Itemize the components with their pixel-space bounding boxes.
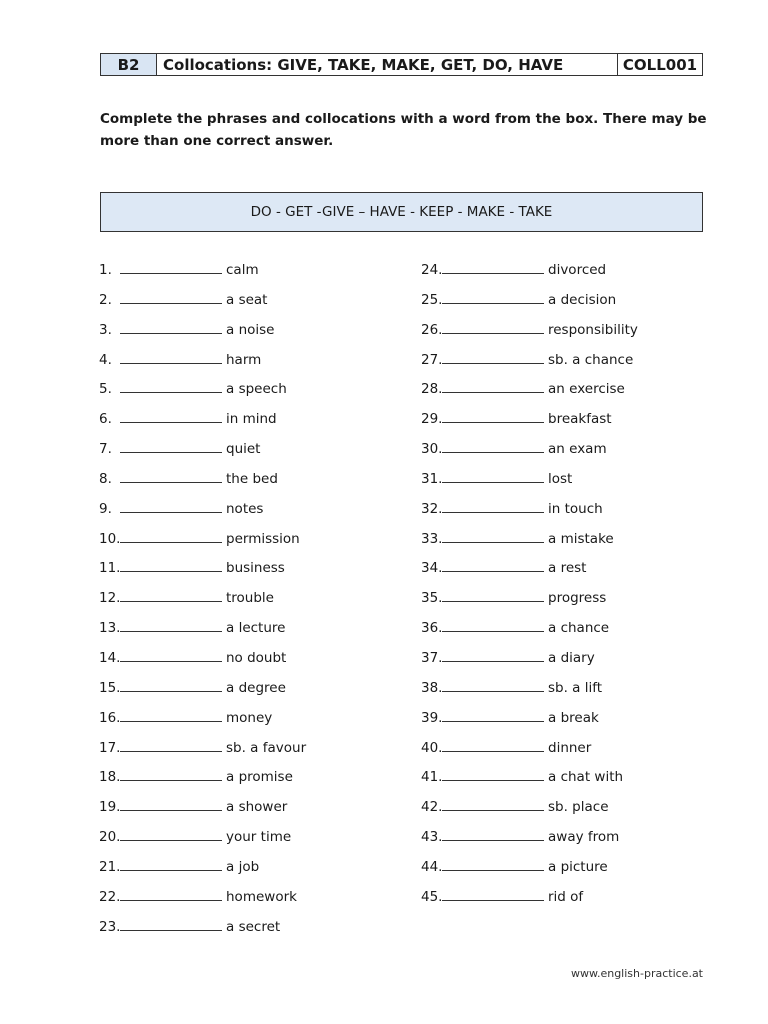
item-phrase: a degree [226,679,286,696]
exercise-item [421,352,638,382]
answer-blank[interactable] [120,769,222,781]
item-phrase: in touch [548,500,603,517]
answer-blank[interactable] [442,829,544,841]
answer-blank[interactable] [120,322,222,334]
exercise-item [421,680,638,710]
item-number: 36. [421,620,443,637]
exercise-item [99,740,306,770]
item-phrase: notes [226,500,264,517]
item-phrase: a job [226,858,260,875]
answer-blank[interactable] [442,680,544,692]
item-number: 29. [421,411,443,428]
item-number: 33. [421,530,443,547]
exercise-item [99,411,306,441]
answer-blank[interactable] [120,471,222,483]
answer-blank[interactable] [120,680,222,692]
answer-blank[interactable] [442,471,544,483]
answer-blank[interactable] [120,740,222,752]
item-number: 42. [421,799,443,816]
item-phrase: a mistake [548,530,614,547]
exercise-item [99,799,306,829]
item-number: 21. [99,858,121,875]
exercise-item [99,680,306,710]
item-phrase: the bed [226,470,278,487]
item-phrase: rid of [548,888,584,905]
item-phrase: in mind [226,411,277,428]
exercise-item [421,889,638,919]
item-phrase: quiet [226,441,261,458]
item-phrase: a promise [226,769,293,786]
item-number: 15. [99,679,121,696]
item-number: 19. [99,799,121,816]
answer-blank[interactable] [120,620,222,632]
exercise-item [99,620,306,650]
item-number: 37. [421,649,443,666]
item-number: 31. [421,470,443,487]
exercise-item [99,769,306,799]
exercise-item [421,710,638,740]
item-phrase: sb. a favour [226,739,307,756]
answer-blank[interactable] [442,620,544,632]
exercise-item [99,381,306,411]
item-number: 8. [99,470,112,487]
exercise-item [99,471,306,501]
answer-blank[interactable] [442,322,544,334]
item-number: 6. [99,411,112,428]
item-phrase: calm [226,262,259,278]
answer-blank[interactable] [120,560,222,572]
exercise-item [99,322,306,352]
item-number: 44. [421,858,443,875]
item-phrase: responsibility [548,321,638,338]
item-number: 41. [421,769,443,786]
answer-blank[interactable] [442,441,544,453]
exercise-item [421,441,638,471]
exercise-item [421,560,638,590]
item-phrase: sb. a chance [548,351,634,368]
item-number: 45. [421,888,443,905]
exercise-item [421,501,638,531]
worksheet-title: Collocations: GIVE, TAKE, MAKE, GET, DO, HAVE [157,54,618,75]
footer-url: www.english-practice.at [570,967,703,980]
exercise-item [421,740,638,770]
item-phrase: permission [226,530,300,547]
item-number: 16. [99,709,121,726]
item-phrase: business [226,560,285,577]
item-number: 25. [421,291,443,308]
answer-blank[interactable] [120,441,222,453]
exercise-item [421,322,638,352]
answer-blank[interactable] [120,859,222,871]
exercise-item [99,262,306,292]
answer-blank[interactable] [120,919,222,931]
exercise-item [421,620,638,650]
item-number: 7. [99,441,112,458]
item-phrase: homework [226,888,297,905]
answer-blank[interactable] [120,829,222,841]
answer-blank[interactable] [442,590,544,602]
exercise-item [99,650,306,680]
item-phrase: a chat with [548,769,624,786]
item-phrase: a noise [226,321,275,338]
answer-blank[interactable] [442,740,544,752]
exercise-item [99,919,306,949]
item-number: 30. [421,441,443,458]
item-phrase: away from [548,829,620,846]
answer-blank[interactable] [442,769,544,781]
item-phrase: your time [226,829,292,846]
item-phrase: an exam [548,441,607,458]
item-phrase: an exercise [548,381,625,398]
item-number: 11. [99,560,121,577]
item-phrase: a diary [548,649,595,666]
item-phrase: a seat [226,291,268,308]
answer-blank[interactable] [120,352,222,364]
answer-blank[interactable] [120,799,222,811]
answer-blank[interactable] [442,262,544,274]
level-cell: B2 [101,54,157,75]
exercise-item [421,769,638,799]
item-number: 20. [99,829,121,846]
item-number: 43. [421,829,443,846]
word-box: DO - GET -GIVE – HAVE - KEEP - MAKE - TAKE [100,192,703,232]
item-phrase: a shower [226,799,288,816]
answer-blank[interactable] [120,710,222,722]
answer-blank[interactable] [442,889,544,901]
item-number: 5. [99,381,112,398]
exercise-item [99,292,306,322]
right-column [421,262,638,919]
worksheet-code: COLL001 [622,55,698,74]
item-phrase: sb. a lift [548,679,603,696]
answer-blank[interactable] [442,411,544,423]
exercise-item [99,352,306,382]
item-phrase: breakfast [548,411,612,428]
answer-blank[interactable] [120,381,222,393]
answer-blank[interactable] [120,531,222,543]
exercise-item [99,859,306,889]
exercise-item [99,560,306,590]
item-number: 4. [99,351,112,368]
exercise-item [421,650,638,680]
item-number: 18. [99,769,121,786]
item-phrase: money [226,709,273,726]
item-number: 23. [99,918,121,935]
exercise-item [99,590,306,620]
exercise-item [421,531,638,561]
exercise-item [421,262,638,292]
exercise-item [99,501,306,531]
exercise-item [421,411,638,441]
answer-blank[interactable] [442,501,544,513]
item-phrase: a secret [226,918,281,935]
item-number: 13. [99,620,121,637]
answer-blank[interactable] [120,411,222,423]
answer-blank[interactable] [442,710,544,722]
exercise-item [421,829,638,859]
worksheet-header [100,53,703,76]
item-phrase: harm [226,351,262,368]
item-phrase: a picture [548,858,608,875]
exercise-item [421,799,638,829]
answer-blank[interactable] [120,889,222,901]
item-number: 12. [99,590,121,607]
answer-blank[interactable] [442,859,544,871]
answer-blank[interactable] [120,650,222,662]
item-phrase: trouble [226,590,274,607]
answer-blank[interactable] [120,501,222,513]
exercise-item [421,590,638,620]
exercise-item [99,889,306,919]
item-number: 10. [99,530,121,547]
item-phrase: divorced [548,262,607,278]
item-phrase: a speech [226,381,287,398]
answer-blank[interactable] [120,292,222,304]
item-number: 9. [99,500,112,517]
exercise-item [99,441,306,471]
answer-blank[interactable] [442,352,544,364]
item-phrase: a rest [548,560,587,577]
answer-blank[interactable] [442,560,544,572]
exercise-item [99,710,306,740]
item-number: 40. [421,739,443,756]
exercise-item [99,829,306,859]
answer-blank[interactable] [120,262,222,274]
item-number: 1. [99,262,112,278]
answer-blank[interactable] [442,531,544,543]
item-number: 26. [421,321,443,338]
item-phrase: progress [548,590,607,607]
item-phrase: a chance [548,620,610,637]
exercise-item [421,292,638,322]
answer-blank[interactable] [442,650,544,662]
item-phrase: a lecture [226,620,286,637]
exercise-item [421,381,638,411]
item-number: 35. [421,590,443,607]
item-number: 2. [99,291,112,308]
exercise-item [99,531,306,561]
item-number: 24. [421,262,443,278]
item-number: 22. [99,888,121,905]
item-number: 3. [99,321,112,338]
answer-blank[interactable] [442,799,544,811]
exercise-item [421,859,638,889]
item-number: 39. [421,709,443,726]
item-number: 32. [421,500,443,517]
item-number: 17. [99,739,121,756]
item-phrase: no doubt [226,649,287,666]
answer-blank[interactable] [120,590,222,602]
item-number: 27. [421,351,443,368]
answer-blank[interactable] [442,292,544,304]
item-phrase: sb. place [548,799,609,816]
item-phrase: a break [548,709,599,726]
item-phrase: lost [548,470,573,487]
item-number: 34. [421,560,443,577]
exercise-item [421,471,638,501]
item-number: 14. [99,649,121,666]
item-number: 28. [421,381,443,398]
left-column [99,262,306,948]
item-number: 38. [421,679,443,696]
instructions: Complete the phrases and collocations with a word from the box. There may be more than one correct answer. [100,111,707,149]
item-phrase: dinner [548,739,592,756]
answer-blank[interactable] [442,381,544,393]
item-phrase: a decision [548,291,617,308]
